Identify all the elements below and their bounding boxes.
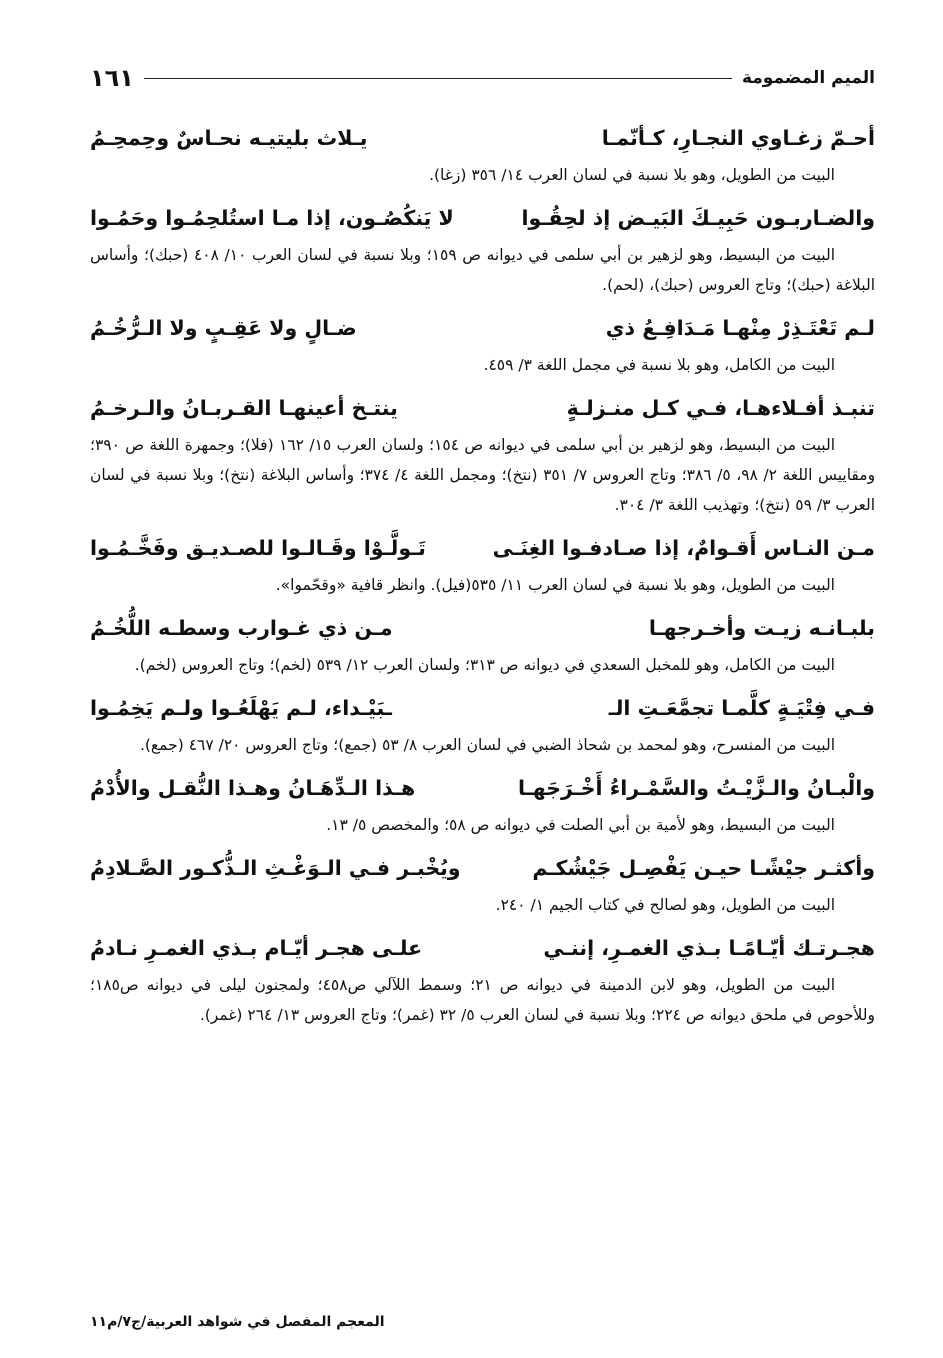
verse-line: [90, 386, 875, 430]
page-footer-signature: المعجم المفصل في شواهد العربية/ج٧/م١١: [90, 1314, 385, 1330]
verse-note: البيت من الكامل، وهو بلا نسبة في مجمل اللغة ٣/ ٤٥٩.: [483, 356, 835, 374]
first-hemistich: والضـاربـون حَبِيـكَ البَيـض إذ لحِقُـوا: [521, 206, 875, 230]
first-hemistich: وأكثـر جيْشًـا حيـن يَفْصِـل جَيْشُكـم: [532, 856, 875, 880]
verse-note: البيت من البسيط، وهو لأمية بن أبي الصلت في ديوانه ص ٥٨؛ والمخصص ٥/ ١٣.: [326, 816, 835, 834]
verse-entry: [90, 606, 875, 680]
second-hemistich: يـلاث بليتيـه نحـاسٌ وحِمحِـمُ: [90, 126, 368, 150]
first-hemistich: هجـرتـك أيّـامًـا بـذي الغمـرِ، إننـي: [543, 936, 875, 960]
verse-line: [90, 606, 875, 650]
verse-entry: [90, 196, 875, 300]
verse-note: البيت من الطويل، وهو لابن الدمينة في ديوانه ص ٢١؛ وسمط اللآلي ص٤٥٨؛ ولمجنون ليلى في ديوانه ص١٨٥؛ وللأحوص في ملحق ديوانه ص ٢٢٤؛ وبلا نسبة في لسان العرب ٥/ ٣٢ (غمر)؛ وتاج العروس ١٣/ ٢٦٤ (غمر).: [90, 976, 875, 1024]
second-hemistich: ويُخْبـر فـي الـوَغْـثِ الـذُّكـور الصَّـلادِمُ: [90, 856, 461, 880]
running-title: الميم المضمومة: [741, 68, 875, 88]
first-hemistich: فـي فِتْيَـةٍ كلَّمـا تجمَّعَـتِ الـ: [608, 696, 875, 720]
verse-note: البيت من البسيط، وهو لزهير بن أبي سلمى في ديوانه ص ١٥٩؛ وبلا نسبة في لسان العرب ١٠/ ٤٠٨ (حبك)؛ وأساس البلاغة (حبك)؛ وتاج العروس (حبك)، (لحم).: [90, 246, 875, 294]
first-hemistich: أحـمّ زغـاوي النجـارِ، كـأنّمـا: [601, 126, 875, 150]
verse-entry: [90, 766, 875, 840]
second-hemistich: لا يَنكُصُـون، إذا مـا استُلحِمُـوا وحَمُـوا: [90, 206, 454, 230]
second-hemistich: ضـالٍ ولا عَقِـبٍ ولا الـرُّخُـمُ: [90, 316, 357, 340]
verse-entry: [90, 846, 875, 920]
verse-note: البيت من الطويل، وهو بلا نسبة في لسان العرب ١١/ ٥٣٥(فيل). وانظر قافية «وقحّموا».: [275, 576, 835, 594]
first-hemistich: تنبـذ أفـلاءهـا، فـي كـل منـزلـةٍ: [566, 396, 875, 420]
verse-note: البيت من البسيط، وهو لزهير بن أبي سلمى في ديوانه ص ١٥٤؛ ولسان العرب ١٥/ ١٦٢ (فلا)؛ وجمهرة اللغة ص ٣٩٠؛ ومقاييس اللغة ٢/ ٩٨، ٥/ ٣٨٦؛ وتاج العروس ٧/ ٣٥١ (نتخ)؛ ومجمل اللغة ٤/ ٣٧٤؛ وأساس البلاغة (نتخ)؛ وبلا نسبة في لسان العرب ٣/ ٥٩ (نتخ)؛ وتهذيب اللغة ٣/ ٣٠٤.: [90, 436, 876, 514]
first-hemistich: مـن النـاس أَقـوامٌ، إذا صـادفـوا الغِنَـى: [492, 536, 875, 560]
second-hemistich: مـن ذي غـوارب وسطـه اللُّخُـمُ: [90, 616, 393, 640]
verse-line: [90, 766, 875, 810]
first-hemistich: لـم تَعْتَـذِرْ مِنْهـا مَـدَافِـعُ ذي: [605, 316, 875, 340]
verse-entry: [90, 116, 875, 190]
second-hemistich: تَـولَّـوْا وقَـالـوا للصـديـق وفَخَّـمُـوا: [90, 536, 426, 560]
verse-line: [90, 196, 875, 240]
verse-line: [90, 526, 875, 570]
verse-note: البيت من الطويل، وهو لصالح في كتاب الجيم ١/ ٢٤٠.: [495, 896, 835, 914]
verse-note: البيت من الكامل، وهو للمخبل السعدي في ديوانه ص ٣١٣؛ ولسان العرب ١٢/ ٥٣٩ (لخم)؛ وتاج العروس (لخم).: [134, 656, 835, 674]
verse-entry: [90, 926, 875, 1030]
first-hemistich: بلبـانـه زيـت وأخـرجهـا: [648, 616, 875, 640]
verse-line: [90, 686, 875, 730]
verse-note: البيت من المنسرح، وهو لمحمد بن شحاذ الضبي في لسان العرب ٨/ ٥٣ (جمع)؛ وتاج العروس ٢٠/ ٤٦٧ (جمع).: [139, 736, 835, 754]
verse-entries: [90, 116, 875, 1036]
page-header: [90, 60, 875, 96]
verse-line: [90, 116, 875, 160]
verse-entry: [90, 386, 875, 520]
header-rule: [144, 78, 732, 79]
verse-line: [90, 926, 875, 970]
second-hemistich: علـى هجـر أيّـام بـذي الغمـرِ نـادمُ: [90, 936, 423, 960]
verse-line: [90, 846, 875, 890]
verse-entry: [90, 306, 875, 380]
first-hemistich: والْبـانُ والـزَّيْـتُ والسَّمْـراءُ أَخْـرَجَهـا: [518, 776, 875, 800]
second-hemistich: هـذا الـدِّهَـانُ وهـذا النُّقـل والأُدْمُ: [90, 776, 416, 800]
verse-line: [90, 306, 875, 350]
page-number: ١٦١: [90, 64, 134, 92]
verse-note: البيت من الطويل، وهو بلا نسبة في لسان العرب ١٤/ ٣٥٦ (زغا).: [429, 166, 835, 184]
verse-entry: [90, 686, 875, 760]
second-hemistich: ـبَيْـداء، لـم يَهْلَعُـوا ولـم يَخِمُـوا: [90, 696, 392, 720]
verse-entry: [90, 526, 875, 600]
second-hemistich: ينتـخ أعينهـا القـربـانُ والـرخـمُ: [90, 396, 398, 420]
